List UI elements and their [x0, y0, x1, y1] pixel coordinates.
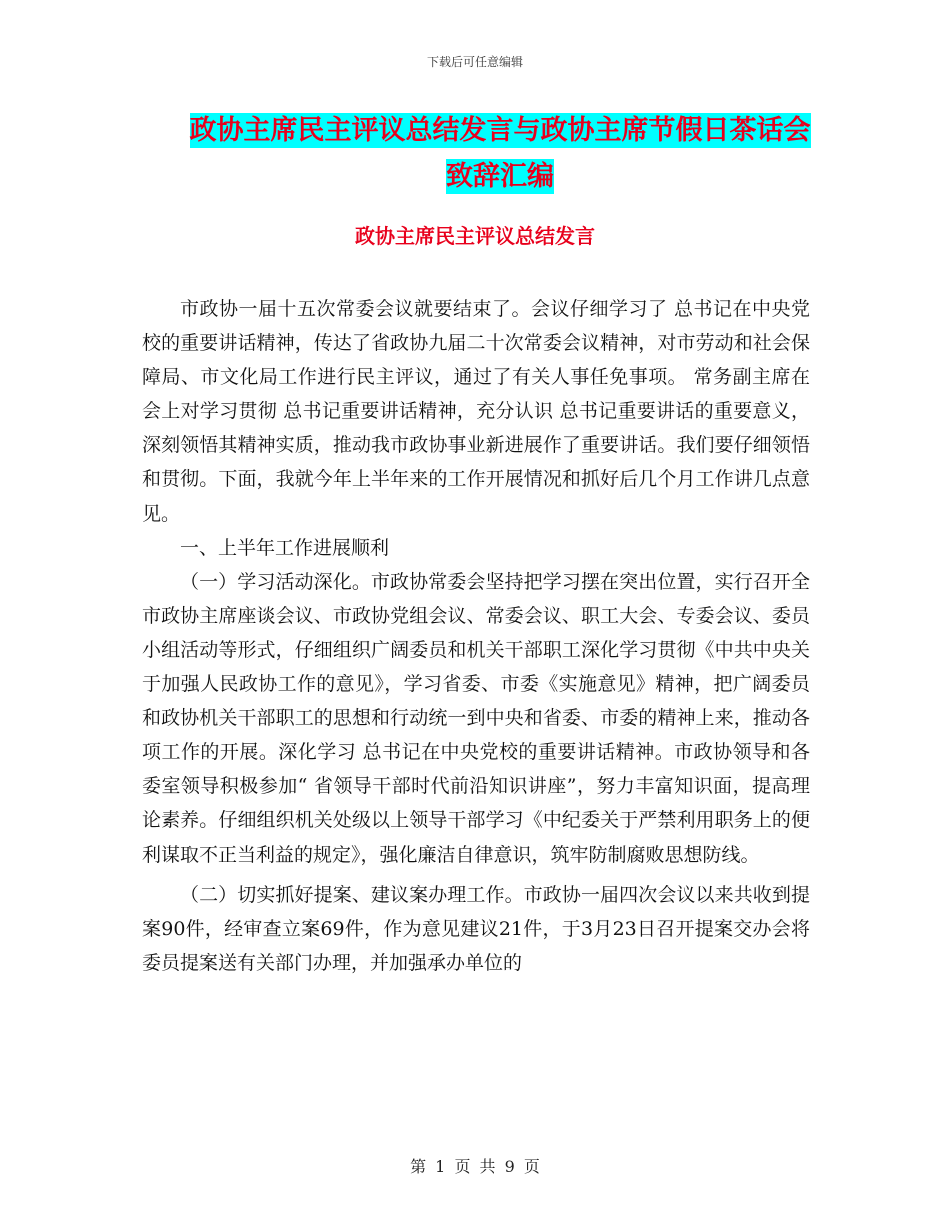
section-title: 政协主席民主评议总结发言 — [355, 224, 595, 248]
document-title-line-2: 致辞汇编 — [446, 161, 554, 192]
paragraph-study: （一）学习活动深化。市政协常委会坚持把学习摆在突出位置，实行召开全市政协主席座谈会议、市政协党组会议、常委会议、职工大会、专委会议、委员小组活动等形式，仔细组织广阔委员和机关干部职工深化学习贯彻《中共中央关于加强人民政协工作的意见》，学习省委、市委《实施意见》精神，把广阔委员和政协机关干部职工的思想和行动统一到中央和省委、市委的精神上来，推动各项工作的开展。深化学习 总书记在中央党校的重要讲话精神。市政协领导和各委室领导积极参加“ 省领导干部时代前沿知识讲座”，努力丰富知识面，提高理论素养。仔细组织机关处级以上领导干部学习《中纪委关于严禁利用职务上的便利谋取不正当利益的规定》，强化廉洁自律意识，筑牢防制腐败思想防线。 — [142, 570, 810, 866]
document-body — [142, 292, 810, 980]
document-title — [140, 108, 860, 200]
page-number: 第 1 页 共 9 页 — [410, 1157, 540, 1176]
header-note: 下载后可任意编辑 — [426, 55, 523, 69]
paragraph-proposals: （二）切实抓好提案、建议案办理工作。市政协一届四次会议以来共收到提案90件，经审查立案69件，作为意见建议21件，于3月23日召开提案交办会将委员提案送有关部门办理，并加强承办单位的 — [142, 883, 810, 974]
paragraph-heading-1: 一、上半年工作进展顺利 — [180, 536, 390, 559]
document-title-line-1: 政协主席民主评议总结发言与政协主席节假日茶话会 — [189, 115, 811, 146]
paragraph-intro: 市政协一届十五次常委会议就要结束了。会议仔细学习了 总书记在中央党校的重要讲话精神，传达了省政协九届二十次常委会议精神，对市劳动和社会保障局、市文化局工作进行民主评议，通过了有关人事任免事项。 常务副主席在会上对学习贯彻 总书记重要讲话精神，充分认识 总书记重要讲话的重要意义，深刻领悟其精神实质，推动我市政协事业新进展作了重要讲话。我们要仔细领悟和贯彻。下面，我就今年上半年来的工作开展情况和抓好后几个月工作讲几点意见。 — [142, 298, 810, 525]
